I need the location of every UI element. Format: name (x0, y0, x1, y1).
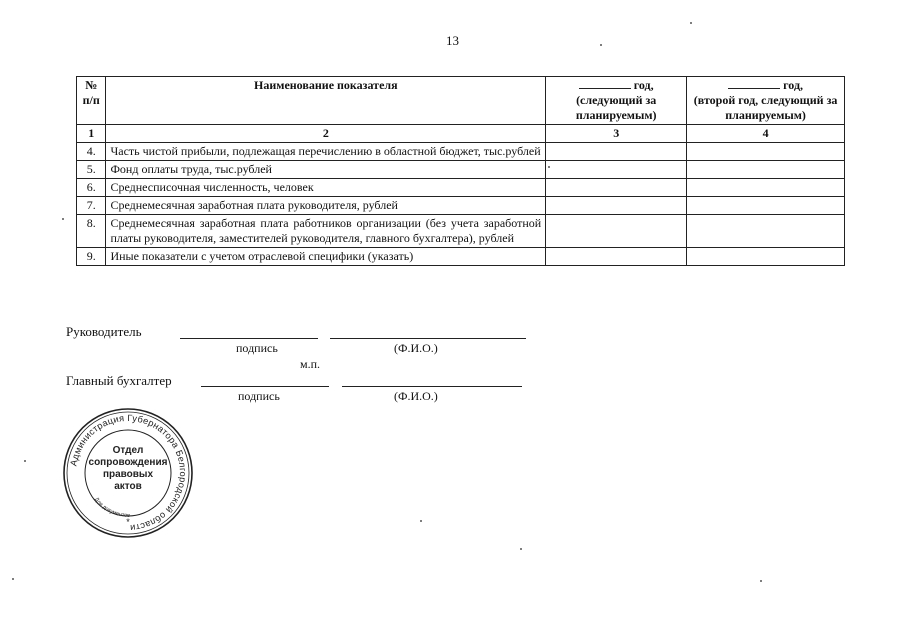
year-1-value-cell (546, 179, 687, 197)
header-year-2 (687, 77, 845, 125)
header-indicator-name: Наименование показателя (106, 77, 546, 125)
header-year-1-note: (следующий за планируемым) (575, 93, 657, 122)
row-number: 5. (77, 161, 106, 179)
row-indicator-name: Среднесписочная численность, человек (106, 179, 546, 197)
row-indicator-name: Иные показатели с учетом отраслевой специфики (указать) (106, 248, 546, 266)
column-index-row (77, 125, 845, 143)
page-number: 13 (446, 33, 459, 48)
stamp-inner-text: Для документов (92, 496, 131, 519)
year-2-value-cell (687, 179, 845, 197)
header-year-1-suffix: год, (633, 78, 654, 92)
year-2-value-cell (687, 143, 845, 161)
scan-speck (62, 218, 64, 220)
accountant-signature-caption: подпись (238, 389, 280, 403)
year-1-value-cell (546, 197, 687, 215)
row-indicator-name: Фонд оплаты труда, тыс.рублей (106, 161, 546, 179)
scan-speck (420, 520, 422, 522)
table-row (77, 197, 845, 215)
director-signature-line (180, 338, 318, 339)
row-indicator-name: Среднемесячная заработная плата руководителя, рублей (106, 197, 546, 215)
director-name-caption: (Ф.И.О.) (394, 341, 438, 355)
stamp-center-line: сопровождения (88, 457, 168, 468)
scan-speck (600, 44, 602, 46)
row-number: 8. (77, 215, 106, 248)
official-stamp (62, 407, 194, 539)
year-1-value-cell (546, 143, 687, 161)
scan-speck (760, 580, 762, 582)
scan-speck (548, 166, 550, 168)
header-year-2-suffix: год, (783, 78, 804, 92)
year-2-value-cell (687, 248, 845, 266)
table-row (77, 215, 845, 248)
stamp-center-line: актов (114, 481, 142, 492)
column-index: 1 (77, 125, 106, 143)
stamp-star-icon: * (126, 517, 130, 527)
accountant-name-caption: (Ф.И.О.) (394, 389, 438, 403)
column-index: 4 (687, 125, 845, 143)
column-index: 3 (546, 125, 687, 143)
row-number: 4. (77, 143, 106, 161)
header-year-2-note: (второй год, следующий за планируемым) (693, 93, 838, 122)
table-row (77, 248, 845, 266)
header-year-1 (546, 77, 687, 125)
director-label: Руководитель (66, 324, 142, 339)
table-row (77, 143, 845, 161)
year-1-value-cell (546, 215, 687, 248)
year-1-value-cell (546, 248, 687, 266)
stamp-center-line: Отдел (112, 445, 144, 456)
row-indicator-name: Часть чистой прибыли, подлежащая перечислению в областной бюджет, тыс.рублей (106, 143, 546, 161)
scan-speck (690, 22, 692, 24)
table-header-row (77, 77, 845, 125)
chief-accountant-label: Главный бухгалтер (66, 373, 172, 388)
year-1-value-cell (546, 161, 687, 179)
row-number: 7. (77, 197, 106, 215)
row-indicator-name: Среднемесячная заработная плата работников организации (без учета заработной платы руководителя, заместителей руководителя, главного бухгалтера), рублей (106, 215, 546, 248)
table-row (77, 161, 845, 179)
column-index: 2 (106, 125, 546, 143)
indicators-table (76, 76, 845, 266)
header-number: № п/п (77, 77, 106, 125)
year-blank-line (579, 78, 631, 89)
svg-text:Для документов (93, 497, 130, 519)
year-2-value-cell (687, 215, 845, 248)
year-blank-line (728, 78, 780, 89)
director-name-line (330, 338, 526, 339)
row-number: 9. (77, 248, 106, 266)
year-2-value-cell (687, 197, 845, 215)
seal-place-label: м.п. (300, 357, 321, 371)
scan-speck (520, 548, 522, 550)
scan-speck (24, 460, 26, 462)
stamp-ring-text: Администрация Губернатора Белгородской области (68, 412, 189, 534)
accountant-signature-line (201, 386, 329, 387)
table-row (77, 179, 845, 197)
accountant-name-line (342, 386, 522, 387)
director-signature-caption: подпись (236, 341, 278, 355)
row-number: 6. (77, 179, 106, 197)
stamp-center-line: правовых (102, 469, 154, 480)
scan-speck (12, 578, 14, 580)
year-2-value-cell (687, 161, 845, 179)
